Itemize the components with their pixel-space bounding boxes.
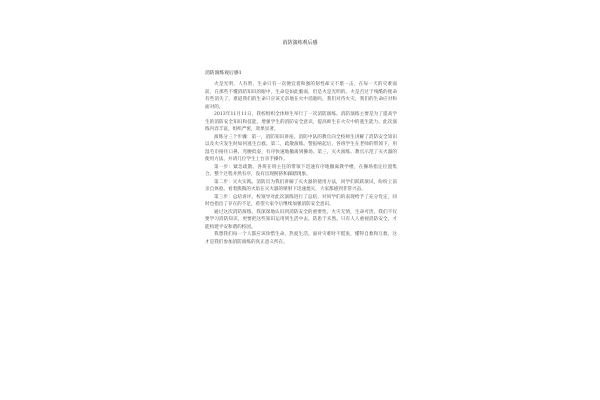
document-body [205,81,397,246]
paragraph: 火是光明，人有智，生命只有一次便宜着和强的韧性却又不堪一击，在每一天的灾难面前，在那些不懂消防知识的眼中，生命是如此脆弱，但是火是光明的。火是否过于残酷的使命有些消失了，难道我们的生命只应该无奈地在火中消逝吗，我们对待火灾，我们的生命应对和面对的。 [205,82,397,110]
paragraph: 第二步：灭火实践。消防员为我们讲解了灭火器的使用方法，同学们跃跃欲试，纷纷上前亲自体验。看着熊熊的火焰在灭火器的喷射下迅速熄灭，大家都感到非常兴奋。 [205,179,397,192]
paragraph: 演练分三个步骤：第一，消防知识讲座。消防中队的教官向全校师生讲解了消防安全知识以及火灾发生时如何逃生自救。第二，疏散演练。警报响起后，各班学生在老师的带领下，用湿毛巾捂住口鼻，弯腰低姿，有序快速地撤离到操场。第三，灭火演练。教官示范了灭火器的使用方法，并请几位学生上台亲手操作。 [205,134,397,162]
paragraph: 2013年11月11日，我校组织全体师生举行了一次消防演练。消防演练主要是为了提高学生的消防安全知识和技能，增强学生的消防安全意识，提高师生在火灾中的逃生能力。此次演练内容丰富，组织严密，效果显著。 [205,112,397,132]
paragraph: 通过这次消防演练，我深深地认识到消防安全的重要性。火灾无情，生命可贵。我们不仅要学习消防知识，更要把这些知识运用到生活中去，防患于未然。只有人人重视消防安全，才能构建平安和谐的校园。 [205,209,397,230]
document-subtitle: 消防演练观后感1 [205,71,242,76]
paragraph: 第一步：紧急疏散。各班在班主任的带领下迅速有序地撤离教学楼，在操场指定位置集合。整个过程井然有序，没有出现拥挤和踩踏现象。 [205,164,397,177]
paragraph: 我想我们每一个人都应该珍惜生命，热爱生活。面对灾难时不慌张，懂得自救和互救，这才是我们参加消防演练的真正意义所在。 [205,232,397,245]
paragraph: 第三步：总结讲评。校领导对此次演练进行了总结，对同学们的表现给予了充分肯定，同时也指出了存在的不足，希望大家今后继续加强消防安全意识。 [205,194,397,207]
document-title: 消防演练观后感 [282,40,318,46]
